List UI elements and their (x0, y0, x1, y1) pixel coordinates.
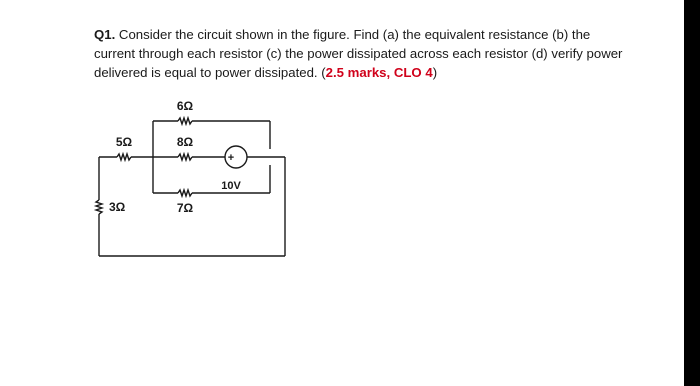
resistor-3-ohm (96, 200, 102, 214)
label-5-ohm: 5Ω (115, 135, 133, 149)
label-8-ohm: 8Ω (176, 135, 194, 149)
circuit-diagram (80, 92, 310, 267)
label-3-ohm: 3Ω (109, 200, 126, 214)
question-body: Consider the circuit shown in the figure. Find (a) the equivalent resistance (b) the current through each resistor (c) the power dissipated across each resistor (d) verify power delivered is equal to power dissipated. ( (94, 27, 623, 80)
label-7-ohm: 7Ω (176, 201, 194, 215)
question-text (94, 25, 624, 82)
question-number: Q1. (94, 27, 116, 42)
label-6-ohm: 6Ω (176, 99, 194, 113)
marks-label: 2.5 marks, CLO 4 (325, 65, 433, 80)
resistor-7-ohm (178, 190, 192, 196)
question-close: ) (432, 65, 438, 80)
source-plus-sign: + (227, 152, 235, 164)
circuit-figure (80, 92, 310, 267)
resistor-5-ohm (117, 154, 131, 160)
resistor-8-ohm (178, 154, 192, 160)
label-source-voltage: 10V (221, 180, 241, 192)
resistor-6-ohm (178, 118, 192, 124)
